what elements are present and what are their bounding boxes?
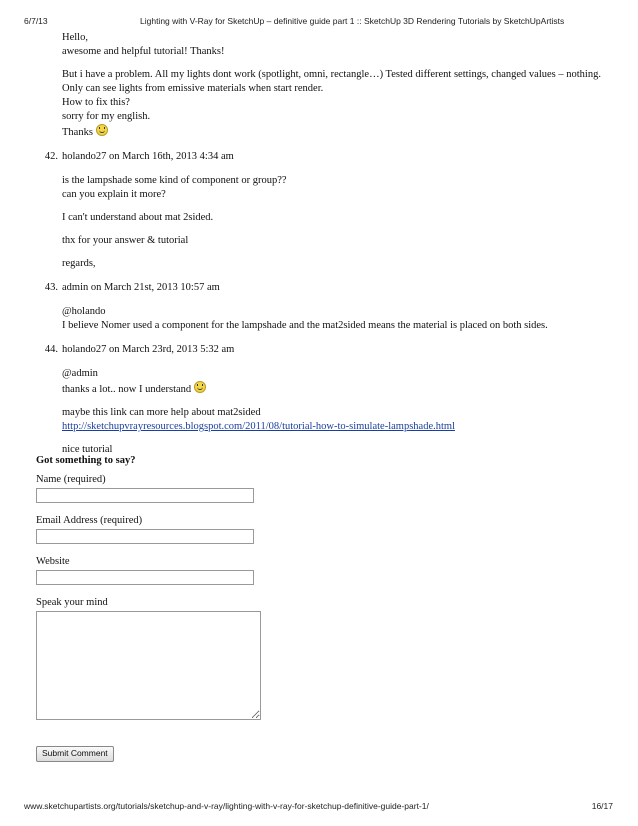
name-field-group — [36, 474, 596, 503]
comment-number: 44. — [44, 344, 58, 355]
comment-line: sorry for my english. — [62, 111, 151, 122]
message-textarea[interactable] — [36, 611, 261, 720]
comment-line — [62, 381, 618, 397]
submit-comment-button[interactable]: Submit Comment — [36, 746, 114, 762]
comment-line: But i have a problem. All my lights dont work (spotlight, omni, rectangle…) Tested different settings, changed values – nothing. — [62, 69, 601, 80]
print-footer — [0, 801, 638, 815]
page-number: 16/17 — [591, 801, 613, 811]
comment-paragraph: nice tutorial — [62, 444, 113, 455]
comment-line: can you explain it more? — [62, 189, 166, 200]
comment-number: 42. — [44, 151, 58, 162]
email-field-group — [36, 515, 596, 544]
email-label: Email Address (required) — [36, 515, 143, 526]
comment-line: @admin — [62, 368, 98, 379]
comment-paragraph — [62, 68, 618, 140]
comment-line — [62, 124, 618, 140]
comment-text: Thanks — [62, 127, 93, 138]
comment-paragraph: regards, — [62, 258, 96, 269]
comment-paragraph — [62, 305, 618, 333]
print-url: www.sketchupartists.org/tutorials/sketchup-and-v-ray/lighting-with-v-ray-for-sketchup-definitive-guide-part-1/ — [24, 801, 429, 811]
comment-text: thanks a lot.. now I understand — [62, 384, 192, 395]
comment-form — [36, 455, 596, 762]
website-input[interactable] — [36, 570, 254, 585]
comment-header-42 — [44, 150, 638, 164]
comment-line: How to fix this? — [62, 97, 130, 108]
comment-author-date: holando27 on March 16th, 2013 4:34 am — [62, 151, 234, 162]
comment-paragraph: I can't understand about mat 2sided. — [62, 212, 214, 223]
comment-paragraph — [62, 31, 618, 59]
form-heading: Got something to say? — [36, 455, 136, 466]
comment-line: is the lampshade some kind of component or group?? — [62, 175, 287, 186]
comment-body-42 — [62, 174, 618, 271]
comment-paragraph — [62, 406, 618, 434]
name-label: Name (required) — [36, 474, 106, 485]
comment-line: Hello, — [62, 32, 88, 43]
lampshade-tutorial-link[interactable]: http://sketchupvrayresources.blogspot.com/2011/08/tutorial-how-to-simulate-lampshade.html — [62, 421, 455, 432]
comment-number: 43. — [44, 282, 58, 293]
comment-line: maybe this link can more help about mat2sided — [62, 407, 261, 418]
comment-header-43 — [44, 281, 638, 295]
comment-paragraph — [62, 367, 618, 397]
comment-body-prev — [62, 31, 618, 140]
comment-header-44 — [44, 343, 638, 357]
comments-section — [0, 31, 638, 466]
comment-line: Only can see lights from emissive materials when start render. — [62, 83, 324, 94]
comment-line: I believe Nomer used a component for the lampshade and the mat2sided means the material is placed on both sides. — [62, 320, 548, 331]
comment-line: awesome and helpful tutorial! Thanks! — [62, 46, 225, 57]
website-label: Website — [36, 556, 70, 567]
website-field-group — [36, 556, 596, 585]
smiley-icon — [96, 124, 108, 136]
name-input[interactable] — [36, 488, 254, 503]
comment-author-date: admin on March 21st, 2013 10:57 am — [62, 282, 220, 293]
comment-body-44 — [62, 367, 618, 457]
comment-line: @holando — [62, 306, 106, 317]
comment-body-43 — [62, 305, 618, 333]
comment-author-date: holando27 on March 23rd, 2013 5:32 am — [62, 344, 235, 355]
email-input[interactable] — [36, 529, 254, 544]
message-label: Speak your mind — [36, 597, 108, 608]
print-date: 6/7/13 — [24, 16, 48, 26]
print-title: Lighting with V-Ray for SketchUp – definitive guide part 1 :: SketchUp 3D Rendering Tutorials by SketchUpArtists — [140, 16, 565, 26]
smiley-icon — [194, 381, 206, 393]
message-field-group — [36, 597, 596, 720]
comment-paragraph: thx for your answer & tutorial — [62, 235, 189, 246]
comment-paragraph — [62, 174, 618, 202]
print-header — [0, 16, 638, 30]
